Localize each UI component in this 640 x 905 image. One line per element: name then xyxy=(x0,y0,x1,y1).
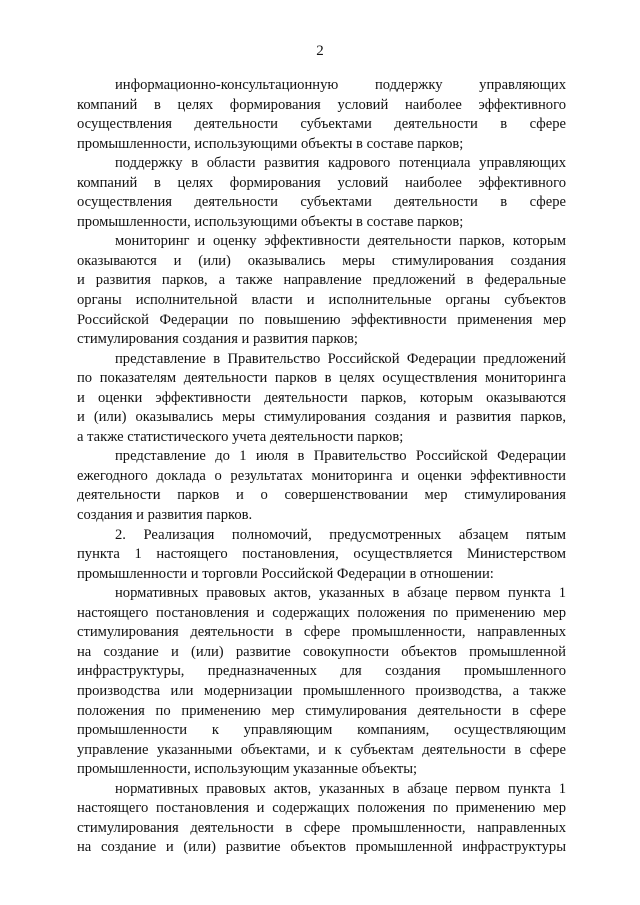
text-line: создания и развития парков. xyxy=(77,507,253,524)
text-line: представление в Правительство Российской Федерации предложений xyxy=(115,350,566,367)
text-line: информационно-консультационную поддержку управляющих xyxy=(115,77,566,93)
paragraph xyxy=(77,584,566,779)
text-line: ежегодного доклада о результатах мониторинга и оценки эффективности xyxy=(77,467,566,484)
text-line: промышленности к управляющим компаниям, осуществляющим xyxy=(77,722,566,739)
text-line: промышленности, использующими объекты в составе парков; xyxy=(77,213,464,230)
text-line: представление до 1 июля в Правительство Российской Федерации xyxy=(115,448,566,465)
paragraph xyxy=(77,780,566,858)
text-line: а также статистического учета деятельности парков; xyxy=(77,428,404,445)
paragraph xyxy=(77,350,566,448)
text-line: производства или модернизации промышленного производства, а также xyxy=(77,682,566,699)
text-line: управление указанными объектами, и к субъектам деятельности в сфере xyxy=(77,741,566,758)
text-line: по показателям деятельности парков в целях осуществления мониторинга xyxy=(77,370,566,387)
text-line: пункта 1 настоящего постановления, осуществляется Министерством xyxy=(77,546,566,563)
text-line: промышленности, использующими объекты в составе парков; xyxy=(77,135,464,152)
text-line: инфраструктуры, предназначенных для создания промышленного xyxy=(77,663,566,680)
text-line: стимулирования деятельности в сфере промышленности, направленных xyxy=(77,819,566,836)
text-line: на создание и (или) развитие объектов промышленной инфраструктуры xyxy=(77,839,566,856)
text-line: положения по применению мер стимулирования деятельности в сфере xyxy=(77,702,566,719)
text-line: на создание и (или) развитие совокупности объектов промышленной xyxy=(77,643,566,660)
text-line: и оценки эффективности деятельности парков, которым оказываются xyxy=(77,389,566,406)
text-line: настоящего постановления и содержащих положения по применению мер xyxy=(77,604,566,621)
paragraph xyxy=(77,447,566,525)
text-line: осуществления деятельности субъектами деятельности в сфере xyxy=(77,116,566,133)
text-line: компаний в целях формирования условий наиболее эффективного xyxy=(77,96,566,113)
paragraph xyxy=(77,76,566,154)
text-line: 2. Реализация полномочий, предусмотренных абзацем пятым xyxy=(115,526,566,543)
text-line: и (или) оказывались меры стимулирования создания и развития парков, xyxy=(77,409,566,426)
text-line: стимулирования деятельности в сфере промышленности, направленных xyxy=(77,624,566,641)
text-line: промышленности, использующим указанные объекты; xyxy=(77,761,418,778)
text-line: настоящего постановления и содержащих положения по применению мер xyxy=(77,800,566,817)
page-number: 2 xyxy=(316,43,324,59)
text-line: стимулирования создания и развития парков; xyxy=(77,331,358,348)
text-line: органы исполнительной власти и исполнительные органы субъектов xyxy=(77,292,566,309)
text-line: оказываются и (или) оказывались меры стимулирования создания xyxy=(77,252,566,269)
document-body xyxy=(77,76,566,858)
text-line: Российской Федерации по повышению эффективности применения мер xyxy=(77,311,566,328)
text-line: деятельности парков и о совершенствовании мер стимулирования xyxy=(77,487,566,504)
paragraph xyxy=(77,232,566,349)
text-line: нормативных правовых актов, указанных в абзаце первом пункта 1 xyxy=(115,585,566,602)
text-line: промышленности и торговли Российской Федерации в отношении: xyxy=(77,565,494,582)
text-line: компаний в целях формирования условий наиболее эффективного xyxy=(77,174,566,191)
text-line: поддержку в области развития кадрового потенциала управляющих xyxy=(115,155,566,172)
text-line: нормативных правовых актов, указанных в абзаце первом пункта 1 xyxy=(115,780,566,797)
text-line: осуществления деятельности субъектами деятельности в сфере xyxy=(77,194,566,211)
paragraph xyxy=(77,154,566,232)
text-line: и развития парков, а также направление предложений в федеральные xyxy=(77,272,566,289)
paragraph xyxy=(77,526,566,585)
text-line: мониторинг и оценку эффективности деятельности парков, которым xyxy=(115,233,566,250)
